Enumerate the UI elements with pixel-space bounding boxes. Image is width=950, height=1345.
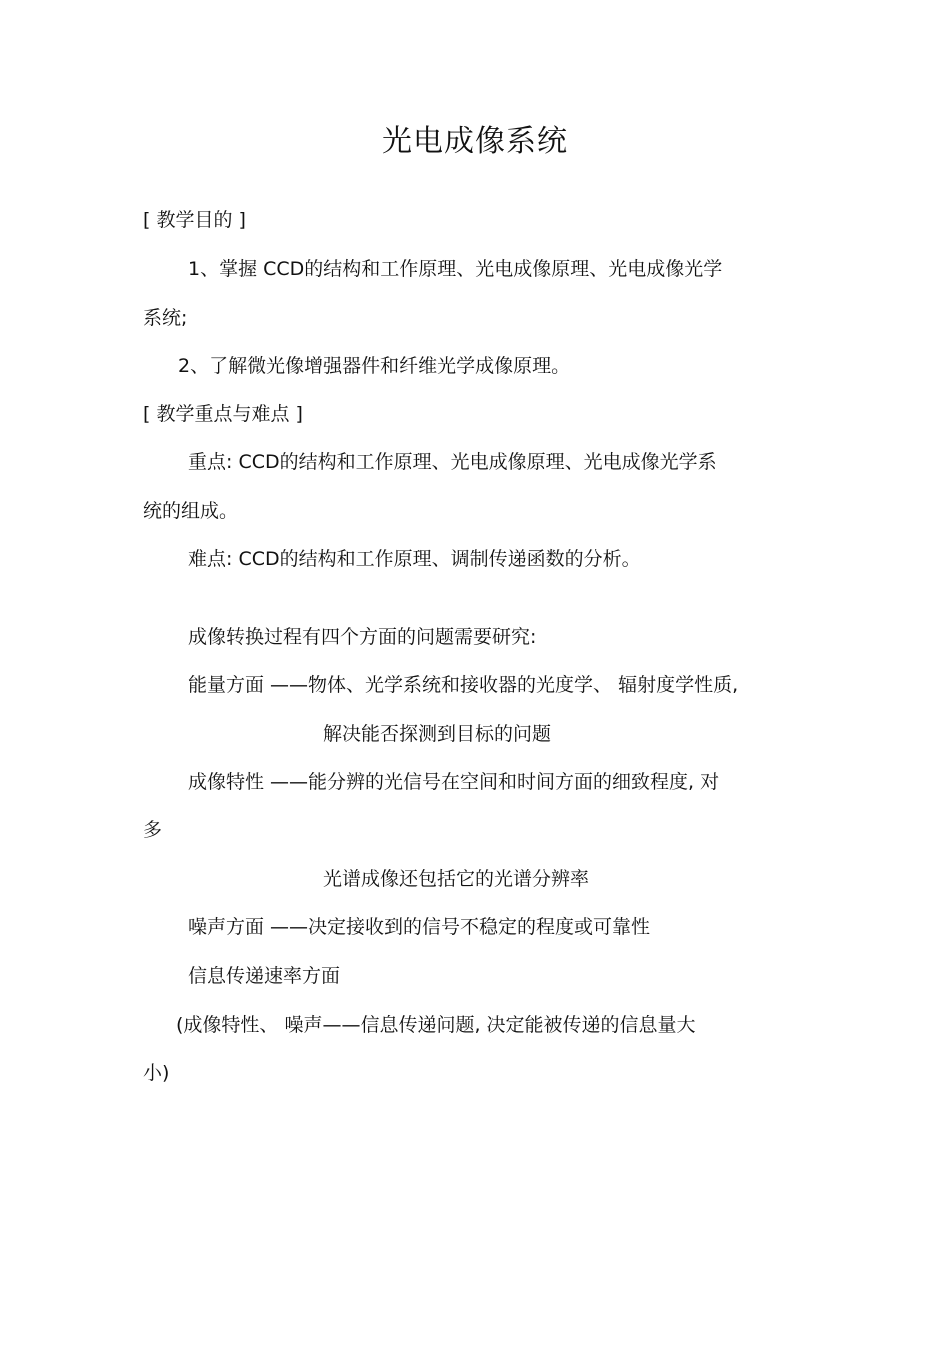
imaging-line-1: 成像特性 ——能分辨的光信号在空间和时间方面的细致程度, 对 xyxy=(188,771,720,793)
summary-line-1: (成像特性、 噪声——信息传递问题, 决定能被传递的信息量大 xyxy=(176,1014,696,1036)
energy-line-1: 能量方面 ——物体、光学系统和接收器的光度学、 辐射度学性质, xyxy=(188,674,739,696)
summary-line-2: 小) xyxy=(143,1062,170,1084)
intro-line: 成像转换过程有四个方面的问题需要研究: xyxy=(188,626,537,648)
objective-1-line-2: 系统; xyxy=(143,307,188,329)
objectives-heading: [ 教学目的 ] xyxy=(143,209,246,231)
key-points-heading: [ 教学重点与难点 ] xyxy=(143,403,303,425)
objective-1-line-1: 1、掌握 CCD的结构和工作原理、光电成像原理、光电成像光学 xyxy=(188,258,723,280)
info-rate-line: 信息传递速率方面 xyxy=(188,965,341,987)
noise-line: 噪声方面 ——决定接收到的信号不稳定的程度或可靠性 xyxy=(188,916,651,938)
objective-2: 2、了解微光像增强器件和纤维光学成像原理。 xyxy=(178,355,571,377)
key-point-line-2: 统的组成。 xyxy=(143,500,239,522)
energy-line-2: 解决能否探测到目标的问题 xyxy=(323,723,552,745)
imaging-line-3: 光谱成像还包括它的光谱分辨率 xyxy=(323,868,590,890)
difficulty-line: 难点: CCD的结构和工作原理、调制传递函数的分析。 xyxy=(188,548,641,570)
document-title: 光电成像系统 xyxy=(382,124,568,159)
key-point-line-1: 重点: CCD的结构和工作原理、光电成像原理、光电成像光学系 xyxy=(188,451,717,473)
imaging-line-2: 多 xyxy=(143,819,163,841)
